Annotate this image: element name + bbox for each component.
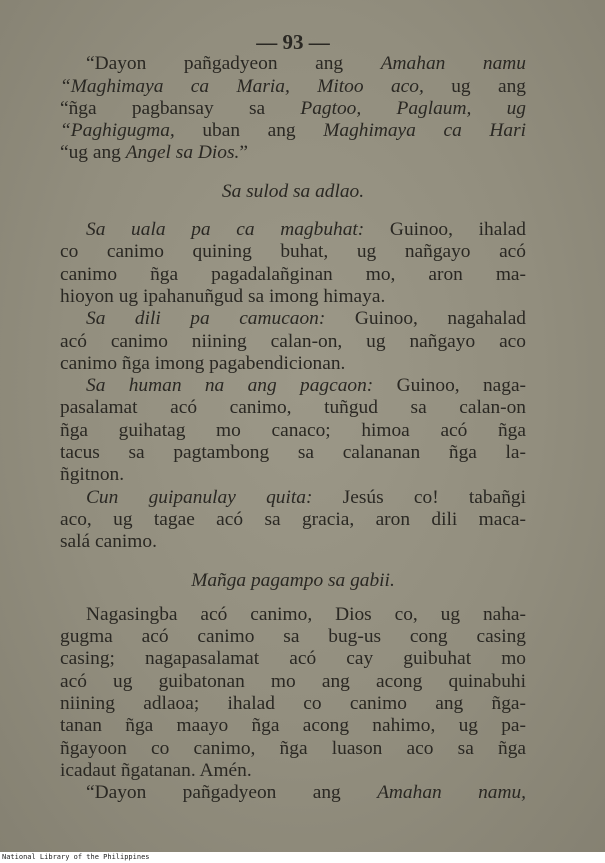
text-line: tanan ñga maayo ñga acong nahimo, ug pa- xyxy=(60,715,526,737)
text-line: gugma acó canimo sa bug-us cong casing xyxy=(60,626,526,648)
text-line: icadaut ñgatanan. Amén. xyxy=(60,759,252,781)
text-line: niining adlaoa; ihalad co canimo ang ñga- xyxy=(60,693,526,715)
text-line: ñgayoon co canimo, ñga luason aco sa ñga xyxy=(60,737,526,759)
section-heading: Mañga pagampo sa gabii. xyxy=(191,569,395,591)
text-line: casing; nagapasalamat acó cay guibuhat mo xyxy=(60,648,526,670)
text-line: acó canimo niining calan-on, ug nañgayo aco xyxy=(60,330,526,352)
text-line: Sa human na ang pagcaon: Guinoo, naga- xyxy=(86,375,527,397)
text-line: “ug ang Angel sa Dios.” xyxy=(60,142,248,164)
text-line: Nagasingba acó canimo, Dios co, ug naha- xyxy=(86,603,526,625)
text-line: aco, ug tagae acó sa gracia, aron dili maca- xyxy=(60,508,526,530)
text-line: acó ug guibatonan mo ang acong quinabuhi xyxy=(60,670,526,692)
text-line: hioyon ug ipahanuñgud sa imong himaya. xyxy=(60,285,386,307)
text-line: co canimo quining buhat, ug nañgayo acó xyxy=(60,241,526,263)
page-text xyxy=(60,31,526,805)
text-line: tacus sa pagtambong sa calananan ñga la- xyxy=(60,442,526,464)
text-line: ñgitnon. xyxy=(60,464,125,486)
page-number: — 93 — xyxy=(256,30,330,54)
text-line: canimo ñga imong pagabendicionan. xyxy=(60,352,346,374)
text-line: Cun guipanulay quita: Jesús co! tabañgi xyxy=(86,486,526,508)
library-footer: National Library of the Philippines xyxy=(0,852,605,863)
text-line: ñga guihatag mo canaco; himoa acó ñga xyxy=(60,419,526,441)
text-line: salá canimo. xyxy=(60,531,157,553)
text-line: Sa dili pa camucaon: Guinoo, nagahalad xyxy=(86,308,526,330)
text-line: “Dayon pañgadyeon ang Amahan namu xyxy=(86,53,526,75)
text-line: pasalamat acó canimo, tuñgud sa calan-on xyxy=(60,397,526,419)
text-line: “Dayon pañgadyeon ang Amahan namu, xyxy=(86,782,527,804)
text-line: “Paghigugma, uban ang Maghimaya ca Hari xyxy=(60,120,526,142)
section-heading: Sa sulod sa adlao. xyxy=(221,180,365,202)
text-line: canimo ñga pagadalañginan mo, aron ma- xyxy=(60,263,526,285)
text-line: “Maghimaya ca Maria, Mitoo aco, ug ang xyxy=(60,75,526,97)
text-line: Sa uala pa ca magbuhat: Guinoo, ihalad xyxy=(86,219,527,241)
text-line: “ñga pagbansay sa Pagtoo, Paglaum, ug xyxy=(60,97,526,119)
